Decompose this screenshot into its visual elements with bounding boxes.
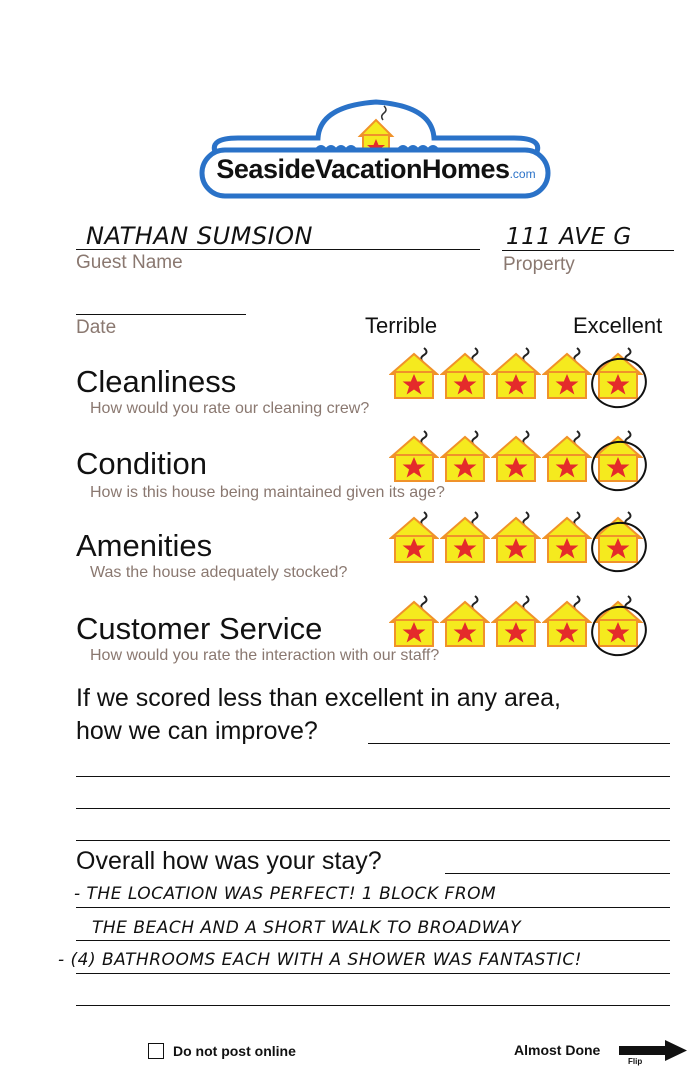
overall-question: Overall how was your stay?: [76, 847, 382, 875]
star-house-icon[interactable]: [389, 344, 439, 402]
improve-answer-line: [368, 743, 670, 744]
star-house-icon[interactable]: [542, 592, 592, 650]
category-label: Condition: [76, 446, 207, 481]
guest-name-line: [76, 249, 480, 250]
category-label: Amenities: [76, 528, 213, 563]
category-question: How would you rate our cleaning crew?: [90, 400, 370, 417]
improve-question-line2: how we can improve?: [76, 717, 318, 745]
improve-question-line1: If we scored less than excellent in any area,: [76, 684, 561, 712]
almost-done-label: Almost Done: [514, 1042, 601, 1058]
star-house-group: [0, 344, 698, 404]
brand-logo: [198, 98, 554, 200]
star-house-icon[interactable]: [440, 508, 490, 566]
scale-high-label: Excellent: [573, 313, 663, 338]
category-question: How would you rate the interaction with our staff?: [90, 647, 440, 664]
date-line: [76, 314, 246, 315]
overall-answer-line-2: THE BEACH AND A SHORT WALK TO BROADWAY: [92, 918, 522, 938]
category-label: Customer Service: [76, 611, 323, 646]
star-house-icon[interactable]: [440, 592, 490, 650]
category-question: How is this house being maintained given its age?: [90, 484, 445, 501]
star-house-group: [0, 592, 698, 652]
improve-answer-line: [76, 808, 670, 809]
scale-low-label: Terrible: [365, 313, 438, 338]
star-house-icon[interactable]: [542, 344, 592, 402]
star-house-icon[interactable]: [542, 508, 592, 566]
star-house-icon[interactable]: [491, 592, 541, 650]
brand-name: SeasideVacationHomes: [216, 154, 510, 184]
star-house-icon[interactable]: [389, 508, 439, 566]
flip-label: Flip: [628, 1057, 643, 1066]
overall-answer-line: [76, 940, 670, 941]
star-house-icon[interactable]: [491, 344, 541, 402]
star-house-icon[interactable]: [389, 427, 439, 485]
star-house-icon[interactable]: [491, 508, 541, 566]
date-label: Date: [76, 317, 117, 338]
do-not-post-checkbox[interactable]: [148, 1043, 164, 1059]
overall-answer-line: [76, 973, 670, 974]
category-question: Was the house adequately stocked?: [90, 564, 348, 581]
star-house-icon[interactable]: [389, 592, 439, 650]
star-house-group: [0, 508, 698, 568]
overall-answer-line: [76, 1005, 670, 1006]
guest-name-label: Guest Name: [76, 252, 183, 273]
star-house-group: [0, 427, 698, 487]
star-house-icon[interactable]: [440, 344, 490, 402]
overall-answer-line: [445, 873, 670, 874]
star-house-icon[interactable]: [542, 427, 592, 485]
overall-answer-line: [76, 907, 670, 908]
do-not-post-label: Do not post online: [173, 1043, 296, 1059]
property-label: Property: [503, 254, 575, 275]
improve-answer-line: [76, 840, 670, 841]
guest-name-value: NATHAN SUMSION: [86, 222, 313, 250]
overall-answer-line-3: - (4) BATHROOMS EACH WITH A SHOWER WAS FANTASTIC!: [58, 950, 582, 970]
improve-answer-line: [76, 776, 670, 777]
property-line: [502, 250, 674, 251]
star-house-icon[interactable]: [440, 427, 490, 485]
category-label: Cleanliness: [76, 364, 237, 399]
property-value: 111 AVE G: [506, 224, 632, 250]
brand-suffix: .com: [509, 167, 536, 181]
star-house-icon[interactable]: [491, 427, 541, 485]
overall-answer-line-1: - THE LOCATION WAS PERFECT! 1 BLOCK FROM: [74, 884, 497, 904]
